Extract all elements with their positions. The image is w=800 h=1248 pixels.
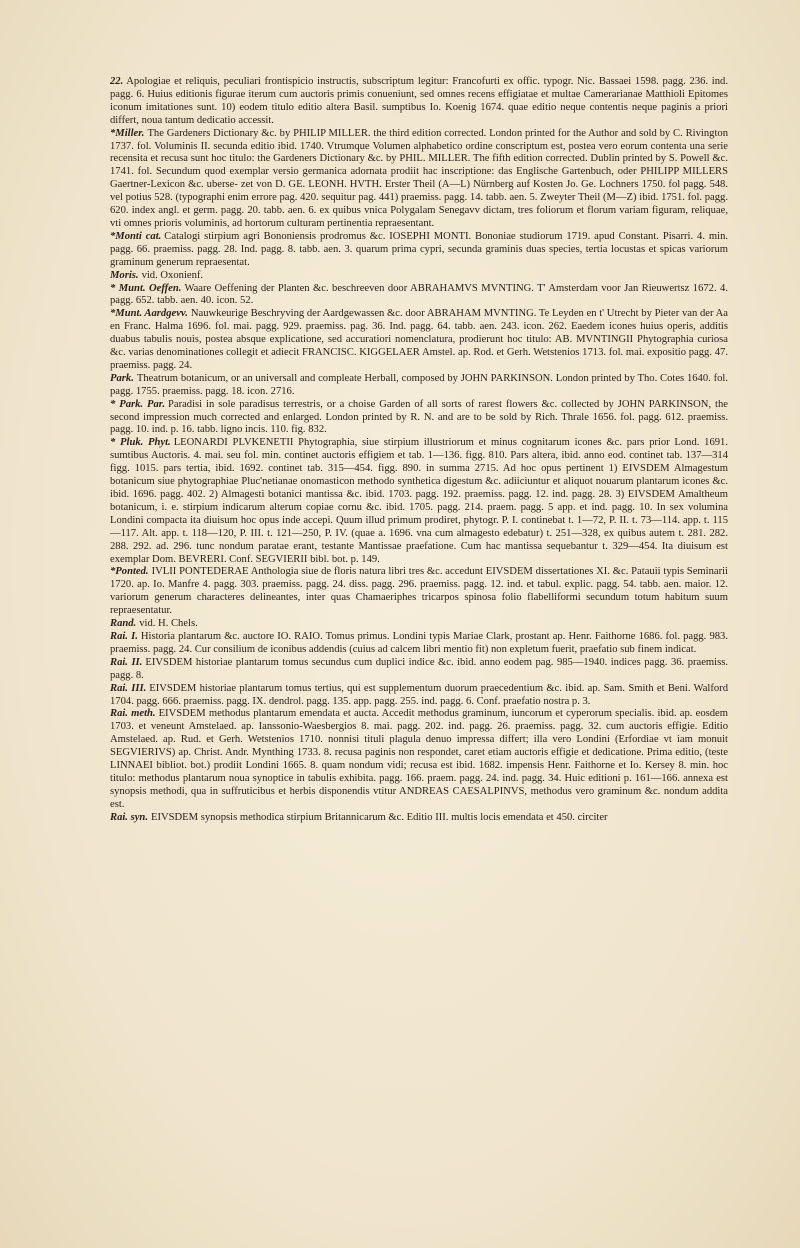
entry-rai-2 [110, 657, 728, 683]
bibliography-text [110, 76, 728, 825]
entry-munt-oeffen [110, 283, 728, 309]
entry-text: vid. Oxonienf. [141, 269, 204, 281]
entry-text: Apologiae et reliquis, peculiari frontispicio instructis, subscriptum legitur: Francofurti ex offic. typogr. Nic. Bassaei 1598. pagg. 236. ind. pagg. 6. Huius editionis figurae iterum cum auctoris primis conueniunt, sed omnes recens effigiatae et multae Camerarianae Matthioli Epitomes iconum imitationes sunt. 10) eodem titulo editio altera Basil. sumptibus Io. Koenig 1674. quae editio neque contentis neque paginis a priori differt, noua tantum dedicatio accessit. [110, 76, 728, 126]
entry-key: Rai. III. [110, 682, 147, 694]
entry-text: IVLII PONTEDERAE Anthologia siue de floris natura libri tres &c. accedunt EIVSDEM dissertationes XI. &c. Patauii typis Seminarii 1720. ap. Io. Manfre 4. pagg. 303. praemiss. pagg. 24. diss. pagg. 296. praemiss. pagg. 12. ind. et tabul. explic. pagg. 54. tabb. aen. maior. 12. variorum generum characteres delineantes, inter quas Chamaeriphes tricarpos spinosa folio flabelliformi secundum totum habitum suum repraesentatur. [110, 566, 728, 617]
entry-miller [110, 128, 728, 231]
entry-text: EIVSDEM historiae plantarum tomus tertius, qui est supplementum duorum praecedentium &c. ibid. ap. Sam. Smith et Beni. Walford 1704. pagg. 666. praemiss. pagg. IX. dendrol. pagg. 135. app. pagg. 255. ind. pagg. 6. Conf. praefatio nostra p. 3. [110, 682, 728, 707]
entry-key: * Park. Par. [110, 398, 165, 410]
entry-text: Paradisi in sole paradisus terrestris, or a choise Garden of all sorts of rarest flowers &c. collected by JOHN PARKINSON, the second impression much corrected and enlarged. London printed by R. N. and are to be sold by Rich. Thrale 1656. fol. pagg. 612. praemiss. pagg. 10. ind. p. 16. tabb. ligno incis. 110. fig. 832. [110, 398, 728, 436]
entry-apologiae [110, 76, 728, 128]
entry-rand [110, 618, 728, 631]
entry-key: Rai. II. [110, 656, 143, 668]
entry-key: *Monti cat. [110, 230, 162, 242]
entry-key: *Miller. [110, 127, 145, 139]
entry-text: EIVSDEM synopsis methodica stirpium Britannicarum &c. Editio III. multis locis emendata et 450. circiter [150, 811, 608, 823]
entry-key: *Munt. Aardgevv. [110, 308, 188, 320]
entry-rai-syn [110, 812, 728, 825]
entry-text: Theatrum botanicum, or an universall and compleate Herball, composed by JOHN PARKINSON. London printed by Tho. Cotes 1640. fol. pagg. 1755. praemiss. pagg. 18. icon. 2716. [110, 372, 728, 397]
entry-text: vid. H. Chels. [139, 618, 198, 630]
entry-text: The Gardeners Dictionary &c. by PHILIP MILLER. the third edition corrected. London printed for the Author and sold by C. Rivington 1737. fol. Voluminis II. secunda editio ibid. 1740. Vtrumque Volumen alphabetico ordine conscriptum est, postea vero eorum contenta una serie recensita et recusa sunt hoc titulo: the Gardeners Dictionary &c. by PHIL. MILLER. The fifth edition corrected. Dublin printed by S. Powell &c. 1741. fol. Secundum quod exemplar versio germanica adornata prodiit hac inscriptione: das Englische Gartenbuch, oder PHILIPP MILLERS Gaertner-Lexicon &c. uberse- zet von D. GE. LEONH. HVTH. Erster Theil (A—L) Nürnberg auf Kosten Jo. Ge. Lochners 1750. fol pagg. 548. vel potius 528. (typographi enim errore pag. 420. sequitur pag. 441) praemiss. pagg. 14. tabb. aen. 5. Zweyter Theil (M—Z) ibid. 1751. fol. pagg. 620. index angl. et germ. pagg. 20. tabb. aen. 6. ex quibus vnica Polygalam Senegavv dictam, tres foliorum et florum variam figuram, reliquae, vti omnes prioris voluminis, ad hortorum culturam pertinentia repraesentant. [110, 127, 728, 229]
entry-key: Rai. I. [110, 630, 138, 642]
entry-key: *Ponted. [110, 566, 149, 578]
entry-text: EIVSDEM historiae plantarum tomus secundus cum duplici indice &c. ibid. anno eodem pag. 985—1940. indices pagg. 36. praemiss. pagg. 8. [110, 656, 728, 681]
entry-text: Nauwkeurige Beschryving der Aardgewassen &c. door ABRAHAM MVNTING. Te Leyden en t' Utrecht by Pieter van der Aa en Franc. Halma 1696. fol. mai. pagg. 929. praemiss. pag. 36. Ind. pagg. 64. tabb. aen. 243. icon. 262. Eaedem icones huius operis, additis duabus tabulis nouis, postea absque explicatione, sed accuratiori nomenclatura, prodierunt hoc titulo: AB. MVNTINGII Phytographia curiosa &c. varias denominationes collegit et adiecit FRANCISC. KIGGELAER Amstel. ap. Rod. et Gerh. Wetstenios 1713. fol. mai. expositio pagg. 47. praemiss. pagg. 24. [110, 308, 728, 371]
entry-text: Catalogi stirpium agri Bononiensis prodromus &c. IOSEPHI MONTI. Bononiae studiorum 1719. apud Constant. Pisarri. 4. min. pagg. 66. praemiss. pagg. 28. Ind. pagg. 8. tabb. aen. 3. quarum prima cypri, secunda graminis duas species, tertia locustas et spicas variorum graminum generum repraesentat. [110, 230, 729, 268]
entry-key: Park. [110, 372, 134, 384]
entry-park-par [110, 399, 728, 438]
entry-key: Rand. [110, 618, 137, 630]
entry-ponted [110, 566, 728, 618]
entry-rai-meth [110, 708, 728, 811]
entry-monti-cat [110, 231, 728, 270]
entry-text: EIVSDEM methodus plantarum emendata et aucta. Accedit methodus graminum, iuncorum et cyperorum specialis. ibid. ap. eosdem 1703. et veneunt Amstelaed. ap. Ianssonio-Waesbergios 8. mai. pagg. 202. ind. pagg. 26. praemiss. pagg. 32. cum auctoris effigie. Editio Amstelaed. ap. Rud. et Gerh. Wetstenios 1710. nonnisi tituli plagula denuo impressa differt; illa vero Londini (Erfordiae vt iam monuit SEGVIERIVS) ap. Christ. Andr. Mynthing 1733. 8. recusa paginis non respondet, caret etiam auctoris effigie et dedicatione. Prima editio, (teste LINNAEI bibliot. bot.) prodiit Londini 1665. 8. quam nondum vidi; recusa est ibid. 1682. impensis Henr. Faithorne et Io. Kersey 8. min. hoc titulo: methodus plantarum noua synoptice in tabulis exhibita. pagg. 166. praem. pagg. 24. ind. pagg. 34. Huic editioni p. 161—166. annexa est synopsis methodi, qua in suffruticibus et herbis disponendis vtitur ANDREAS CAESALPINVS, methodus vero graminum &c. nondum addita est. [110, 708, 728, 810]
entry-key: Rai. syn. [110, 811, 148, 823]
entry-rai-3 [110, 683, 728, 709]
entry-key: Moris. [110, 269, 139, 281]
entry-key: Rai. meth. [110, 708, 156, 720]
entry-key: 22. [110, 76, 124, 87]
entry-text: Waare Oeffening der Planten &c. beschreeven door ABRAHAMVS MVNTING. T' Amsterdam voor Jan Rieuwertsz 1672. 4. pagg. 652. tabb. aen. 40. icon. 52. [110, 282, 728, 307]
entry-key: * Munt. Oeffen. [110, 282, 182, 294]
entry-key: * Pluk. Phyt. [110, 437, 171, 449]
entry-park [110, 373, 728, 399]
entry-moris [110, 270, 728, 283]
entry-text: Historia plantarum &c. auctore IO. RAIO. Tomus primus. Londini typis Mariae Clark, prostant ap. Henr. Faithorne 1686. fol. pagg. 983. praemiss. pagg. 24. Cur consilium de iconibus addendis (cuius ad calcem libri mentio fit) non expletum fuerit, praefatio sub finem indicat. [110, 630, 728, 655]
entry-munt-aardgevv [110, 308, 728, 373]
entry-pluk-phyt [110, 437, 728, 566]
entry-text: LEONARDI PLVKENETII Phytographia, siue stirpium illustriorum et minus cognitarum icones &c. pars prior Lond. 1691. sumtibus Auctoris. 4. mai. seu fol. min. continet auctoris effigiem et tab. 1—136. figg. 810. Pars altera, ibid. anno eod. continet tab. 137—314 figg. 1015. pars tertia, ibid. 1692. continet tab. 315—454. figg. 890. in summa 2715. Ad hoc opus pertinent 1) EIVSDEM Almagestum botanicum siue phytographiae Pluc'netianae onomasticon methodo synthetica digestum &c. adiiciuntur et aliquot nouarum plantarum icones &c. ibid. 1696. pagg. 402. 2) Almagesti botanici mantissa &c. ibid. 1703. pagg. 192. praemiss. pagg. 12. ind. pagg. 28. 3) EIVSDEM Amaltheum botanicum, i. e. stirpium indicarum alterum copiae cornu &c. ibid. 1705. pagg. 214. praem. pagg. 5 app. et ind. pagg. 10. In sex volumina Londini compacta ita diuisum hoc opus inde accepi. Quum illud primum prodiret, phytogr. P. I. continebat t. 1—72, P. II. t. 73—114. app. t. 115—117. Alt. app. t. 118—120, P. III. t. 121—250, P. IV. (quae a. 1696. vna cum almagesto edebatur) t. 251—328, ex quibus autem t. 281. 282. 288. 292. ad. 296. tunc nondum paratae erant, testante Mantissae praefatione. Cum hac mantissa sequebantur t. 329—454. Ita diuisum est exemplar Dom. BEVRERI. Conf. SEGVIERII bibl. bot. p. 149. [110, 437, 728, 565]
entry-rai-1 [110, 631, 728, 657]
